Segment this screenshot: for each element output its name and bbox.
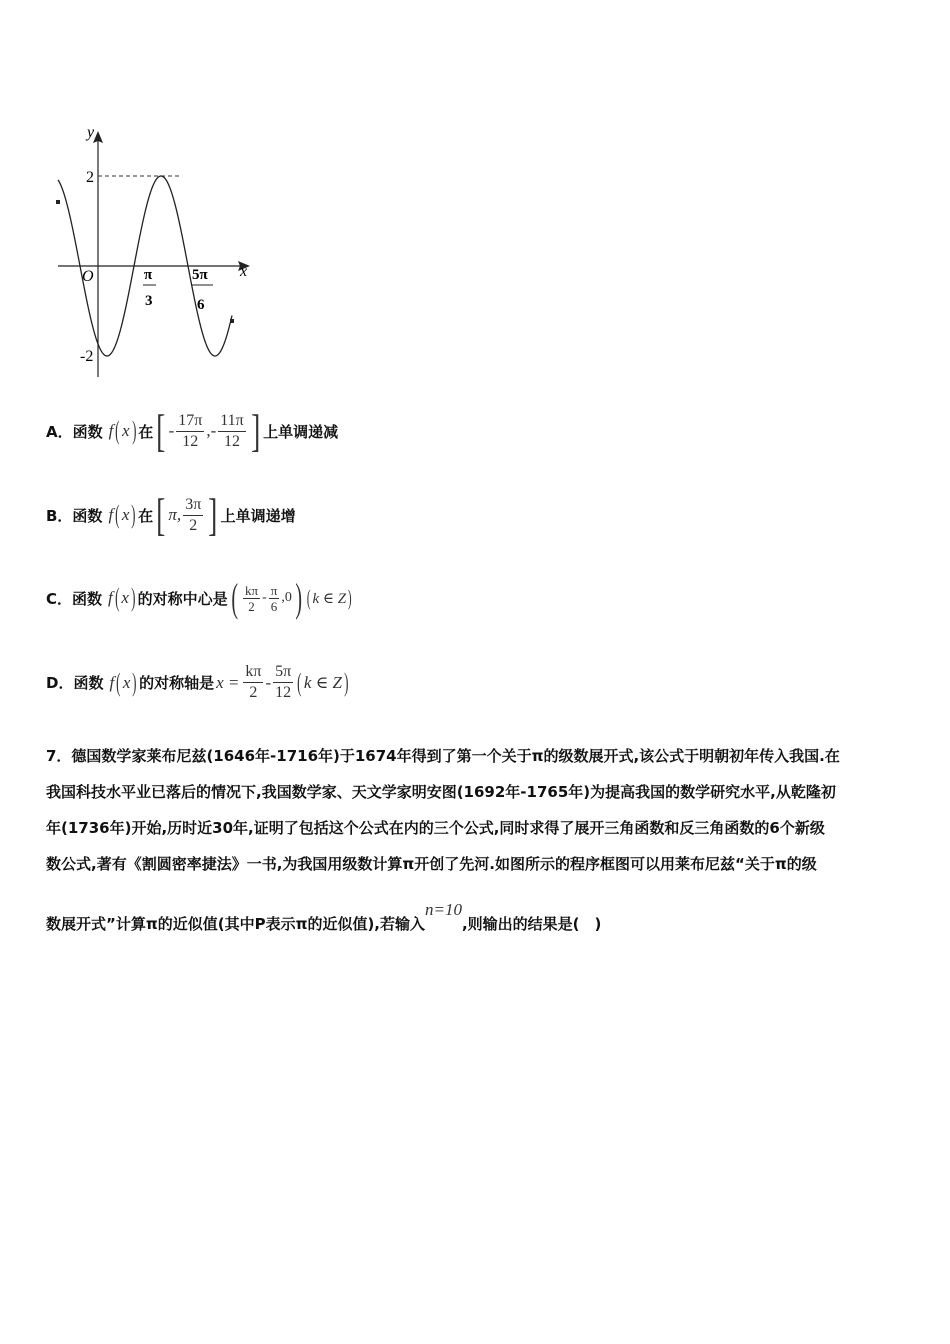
option-d-minus: - (265, 672, 272, 692)
option-d[interactable] (46, 662, 351, 703)
cond-lparen: ( (297, 667, 302, 697)
option-b-lower: π, (168, 505, 182, 524)
function-graph (40, 115, 270, 390)
q7-line-1: 7．德国数学家莱布尼兹(1646年-1716年)于1674年得到了第一个关于π的级数展开式,该公式于明朝初年传入我国.在 (46, 747, 840, 765)
question-7 (46, 738, 916, 942)
rparen: ) (131, 416, 137, 445)
option-a-label: A．函数 (46, 422, 103, 441)
option-a-arg: x (122, 421, 130, 440)
tick-pi-3-num: π (144, 267, 153, 283)
option-a-comma: , (206, 421, 211, 440)
option-a-upper-num: 11π (218, 411, 245, 432)
big-lparen: ( (230, 575, 238, 620)
option-a[interactable] (46, 405, 339, 456)
option-d-t1-den: 2 (249, 684, 258, 701)
right-bracket: ] (208, 489, 218, 540)
y-max-label: 2 (86, 169, 94, 186)
option-c-t2-den: 6 (270, 598, 278, 614)
option-b-mid: 在 (138, 506, 154, 525)
option-d-arg: x (122, 672, 131, 692)
option-c-minus: - (262, 590, 267, 605)
option-a-tail: 上单调递减 (263, 422, 339, 441)
lparen: ( (114, 583, 120, 612)
option-c-label: C．函数 (46, 589, 103, 608)
right-bracket: ] (250, 405, 260, 456)
tick-5pi-6-den: 6 (197, 297, 205, 313)
option-c[interactable] (46, 575, 353, 620)
q7-line-5 (46, 900, 916, 942)
q7-line-5-tail: ,则输出的结果是( ) (461, 915, 602, 933)
option-b[interactable] (46, 489, 296, 540)
left-bracket: [ (156, 405, 166, 456)
tick-pi-3-den: 3 (145, 293, 153, 309)
option-b-upper-den: 2 (189, 516, 198, 534)
cond-lparen: ( (306, 585, 311, 610)
option-c-term2 (269, 583, 280, 614)
lparen: ( (115, 500, 120, 529)
q7-line-2: 我国科技水平业已落后的情况下,我国数学家、天文学家明安图(1692年-1765年)为提高我国的数学研究水平,从乾隆初 (46, 783, 836, 801)
big-rparen: ) (295, 575, 302, 620)
option-c-zero: ,0 (281, 590, 292, 605)
option-c-mid: 的对称中心是 (137, 589, 228, 608)
y-min-label: -2 (80, 348, 94, 365)
rparen: ) (131, 500, 136, 529)
option-a-lower-sign: - (168, 421, 175, 440)
left-bracket: [ (156, 489, 166, 540)
option-b-upper-frac (183, 495, 203, 536)
option-c-arg: x (121, 588, 129, 607)
x-axis-label: x (240, 263, 248, 280)
option-c-t2-num: π (270, 582, 278, 598)
option-d-t2-den: 12 (275, 684, 292, 701)
curve-end-endpoint (230, 319, 234, 323)
option-a-upper-den: 12 (223, 432, 240, 450)
option-b-upper-num: 3π (183, 495, 203, 516)
option-d-t2-num: 5π (273, 662, 293, 683)
q7-line-5-text: 数展开式”计算π的近似值(其中P表示π的近似值),若输入 (46, 915, 425, 933)
option-a-lower-den: 12 (182, 432, 199, 450)
option-c-func: f (108, 588, 113, 607)
option-a-lower-frac (176, 411, 204, 452)
rparen: ) (132, 667, 137, 697)
option-a-func: f (108, 421, 114, 440)
option-d-t1-num: kπ (243, 662, 263, 683)
option-a-mid: 在 (138, 422, 154, 441)
option-b-func: f (108, 505, 114, 524)
q7-line-4: 数公式,著有《割圆密率捷法》一书,为我国用级数计算π开创了先河.如图所示的程序框图可以用莱布尼兹“关于π的级 (46, 855, 817, 873)
option-d-lhs: x = (216, 672, 240, 692)
cond-rparen: ) (347, 585, 352, 610)
option-a-lower-num: 17π (176, 411, 204, 432)
option-d-cond: k ∈ Z (303, 672, 342, 692)
rparen: ) (131, 583, 136, 612)
option-c-term1 (243, 583, 260, 614)
lparen: ( (115, 416, 120, 445)
origin-label: O (82, 268, 94, 285)
lparen: ( (116, 667, 121, 697)
q7-input-n: n=10 (425, 900, 462, 919)
option-d-term1 (243, 662, 263, 703)
option-c-t1-num: kπ (244, 582, 259, 598)
q7-line-3: 年(1736年)开始,历时近30年,证明了包括这个公式在内的三个公式,同时求得了展开三角函数和反三角函数的6个新级 (46, 819, 825, 837)
option-d-func: f (109, 672, 115, 692)
cond-rparen: ) (344, 667, 349, 697)
option-c-cond: k ∈ Z (312, 590, 347, 607)
option-d-mid: 的对称轴是 (139, 674, 215, 692)
tick-5pi-6-num: 5π (192, 267, 208, 283)
option-d-term2 (273, 662, 293, 703)
option-b-label: B．函数 (46, 506, 103, 525)
curve-start-endpoint (56, 200, 60, 204)
option-a-upper-sign: - (210, 421, 217, 440)
option-c-t1-den: 2 (248, 598, 255, 614)
option-b-tail: 上单调递增 (220, 506, 296, 525)
option-a-upper-frac (218, 411, 245, 452)
option-d-label: D．函数 (46, 674, 104, 692)
option-b-arg: x (121, 505, 130, 524)
y-axis-label: y (87, 124, 95, 141)
